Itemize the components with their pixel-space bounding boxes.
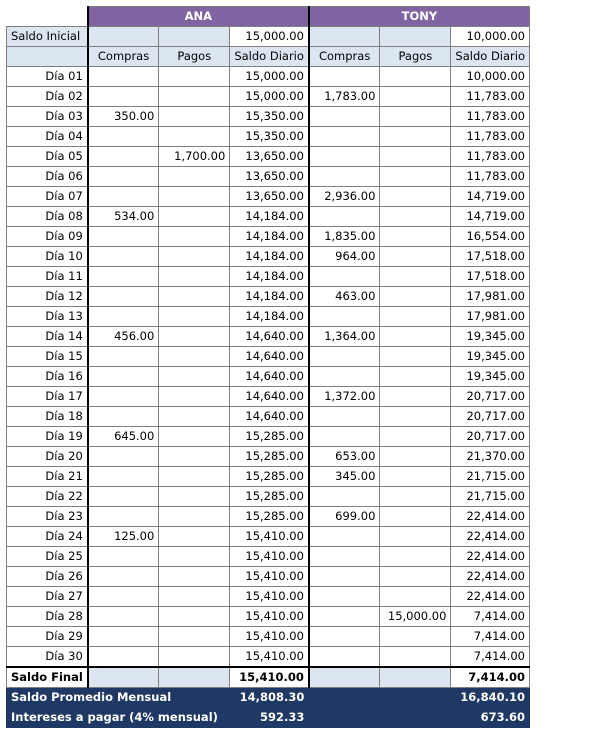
- tony-saldo-diario: 21,370.00: [451, 447, 530, 467]
- tony-compras: [309, 547, 380, 567]
- tony-pagos: 15,000.00: [380, 607, 451, 627]
- intereses-row: [7, 708, 530, 728]
- ana-saldo-diario: 15,350.00: [230, 127, 309, 147]
- table-row: [7, 567, 530, 587]
- tony-compras: [309, 347, 380, 367]
- ana-compras: 350.00: [88, 107, 159, 127]
- ana-compras: [88, 267, 159, 287]
- tony-compras: [309, 127, 380, 147]
- day-label: Día 19: [7, 427, 88, 447]
- tony-saldo-diario: 11,783.00: [451, 127, 530, 147]
- table-row: [7, 147, 530, 167]
- tony-saldo-diario: 14,719.00: [451, 207, 530, 227]
- day-label: Día 03: [7, 107, 88, 127]
- tony-saldo-diario: 11,783.00: [451, 107, 530, 127]
- day-label: Día 05: [7, 147, 88, 167]
- table-row: [7, 347, 530, 367]
- tony-saldo-diario: 7,414.00: [451, 607, 530, 627]
- ana-pagos: [159, 507, 230, 527]
- ana-saldo-diario: 14,640.00: [230, 407, 309, 427]
- tony-saldo-diario: 17,981.00: [451, 287, 530, 307]
- tony-pagos: [380, 447, 451, 467]
- table-row: [7, 447, 530, 467]
- cell: [309, 667, 380, 688]
- ana-pagos: [159, 647, 230, 668]
- group-header-tony: TONY: [309, 7, 530, 27]
- ana-pagos: [159, 567, 230, 587]
- tony-compras: [309, 587, 380, 607]
- day-label: Día 04: [7, 127, 88, 147]
- tony-saldo-diario: 22,414.00: [451, 507, 530, 527]
- promedio-row: [7, 688, 530, 708]
- ana-compras: [88, 247, 159, 267]
- tony-saldo-diario: 22,414.00: [451, 547, 530, 567]
- ana-compras: [88, 367, 159, 387]
- intereses-label: Intereses a pagar (4% mensual): [7, 708, 230, 728]
- ana-saldo-diario: 14,184.00: [230, 227, 309, 247]
- tony-pagos: [380, 527, 451, 547]
- balance-sheet-table: [6, 6, 530, 728]
- ana-saldo-diario: 14,640.00: [230, 367, 309, 387]
- ana-compras: [88, 507, 159, 527]
- tony-pagos: [380, 567, 451, 587]
- tony-saldo-diario: 11,783.00: [451, 147, 530, 167]
- day-label: Día 20: [7, 447, 88, 467]
- tony-saldo-diario: 20,717.00: [451, 427, 530, 447]
- tony-pagos: [380, 187, 451, 207]
- ana-saldo-diario: 15,410.00: [230, 647, 309, 668]
- ana-saldo-diario: 15,350.00: [230, 107, 309, 127]
- day-label: Día 30: [7, 647, 88, 668]
- ana-pagos: [159, 427, 230, 447]
- tony-compras: [309, 487, 380, 507]
- col-header-ana-compras: Compras: [88, 47, 159, 67]
- ana-pagos: [159, 467, 230, 487]
- tony-saldo-diario: 11,783.00: [451, 87, 530, 107]
- tony-pagos: [380, 247, 451, 267]
- cell: [380, 667, 451, 688]
- tony-compras: [309, 567, 380, 587]
- day-label: Día 27: [7, 587, 88, 607]
- cell: [159, 667, 230, 688]
- tony-compras: [309, 207, 380, 227]
- table-row: [7, 407, 530, 427]
- tony-pagos: [380, 587, 451, 607]
- tony-pagos: [380, 107, 451, 127]
- ana-pagos: [159, 247, 230, 267]
- table-row: [7, 547, 530, 567]
- ana-pagos: [159, 287, 230, 307]
- ana-compras: [88, 347, 159, 367]
- ana-pagos: [159, 387, 230, 407]
- tony-saldo-diario: 7,414.00: [451, 627, 530, 647]
- tony-saldo-diario: 19,345.00: [451, 327, 530, 347]
- saldo-final-row: [7, 667, 530, 688]
- saldo-final-label: Saldo Final: [7, 667, 88, 688]
- col-header-tony-pagos: Pagos: [380, 47, 451, 67]
- tony-saldo-diario: 16,554.00: [451, 227, 530, 247]
- tony-compras: [309, 527, 380, 547]
- ana-saldo-diario: 15,285.00: [230, 427, 309, 447]
- tony-compras: [309, 647, 380, 668]
- tony-compras: [309, 427, 380, 447]
- day-label: Día 29: [7, 627, 88, 647]
- ana-compras: [88, 467, 159, 487]
- ana-saldo-diario: 15,000.00: [230, 67, 309, 87]
- tony-compras: 699.00: [309, 507, 380, 527]
- tony-saldo-diario: 7,414.00: [451, 647, 530, 668]
- ana-compras: 534.00: [88, 207, 159, 227]
- tony-pagos: [380, 207, 451, 227]
- ana-compras: 456.00: [88, 327, 159, 347]
- cell: [7, 47, 88, 67]
- tony-compras: 1,372.00: [309, 387, 380, 407]
- ana-compras: [88, 587, 159, 607]
- table-row: [7, 607, 530, 627]
- day-label: Día 24: [7, 527, 88, 547]
- ana-compras: [88, 127, 159, 147]
- ana-compras: [88, 287, 159, 307]
- ana-saldo-diario: 15,410.00: [230, 527, 309, 547]
- tony-compras: 964.00: [309, 247, 380, 267]
- ana-compras: [88, 227, 159, 247]
- ana-compras: [88, 607, 159, 627]
- tony-compras: [309, 367, 380, 387]
- tony-saldo-diario: 17,518.00: [451, 247, 530, 267]
- tony-pagos: [380, 467, 451, 487]
- day-label: Día 22: [7, 487, 88, 507]
- saldo-final-tony: 7,414.00: [451, 667, 530, 688]
- ana-saldo-diario: 15,410.00: [230, 567, 309, 587]
- tony-pagos: [380, 647, 451, 668]
- table-row: [7, 647, 530, 668]
- table-row: [7, 267, 530, 287]
- tony-saldo-diario: 20,717.00: [451, 387, 530, 407]
- saldo-final-ana: 15,410.00: [230, 667, 309, 688]
- table-row: [7, 127, 530, 147]
- ana-pagos: [159, 447, 230, 467]
- tony-compras: [309, 67, 380, 87]
- tony-pagos: [380, 387, 451, 407]
- cell: [380, 27, 451, 47]
- table-row: [7, 487, 530, 507]
- day-label: Día 02: [7, 87, 88, 107]
- table-row: [7, 627, 530, 647]
- group-header-ana: ANA: [88, 7, 309, 27]
- ana-saldo-diario: 14,184.00: [230, 207, 309, 227]
- promedio-label: Saldo Promedio Mensual: [7, 688, 230, 708]
- table-row: [7, 107, 530, 127]
- tony-pagos: [380, 487, 451, 507]
- tony-saldo-diario: 20,717.00: [451, 407, 530, 427]
- tony-compras: 2,936.00: [309, 187, 380, 207]
- table-row: [7, 187, 530, 207]
- table-row: [7, 167, 530, 187]
- ana-pagos: [159, 207, 230, 227]
- ana-saldo-diario: 15,285.00: [230, 487, 309, 507]
- ana-compras: [88, 387, 159, 407]
- ana-saldo-diario: 13,650.00: [230, 187, 309, 207]
- ana-pagos: [159, 407, 230, 427]
- ana-saldo-diario: 15,410.00: [230, 607, 309, 627]
- ana-compras: [88, 407, 159, 427]
- ana-saldo-diario: 14,640.00: [230, 347, 309, 367]
- tony-pagos: [380, 87, 451, 107]
- tony-saldo-diario: 14,719.00: [451, 187, 530, 207]
- ana-pagos: [159, 627, 230, 647]
- tony-pagos: [380, 547, 451, 567]
- intereses-tony: 673.60: [451, 708, 530, 728]
- day-label: Día 10: [7, 247, 88, 267]
- ana-pagos: [159, 267, 230, 287]
- tony-compras: 1,835.00: [309, 227, 380, 247]
- day-label: Día 14: [7, 327, 88, 347]
- day-label: Día 16: [7, 367, 88, 387]
- ana-pagos: [159, 367, 230, 387]
- ana-pagos: [159, 607, 230, 627]
- tony-pagos: [380, 267, 451, 287]
- ana-pagos: [159, 167, 230, 187]
- cell: [88, 27, 159, 47]
- tony-saldo-diario: 19,345.00: [451, 367, 530, 387]
- ana-compras: [88, 67, 159, 87]
- ana-saldo-diario: 15,410.00: [230, 547, 309, 567]
- ana-saldo-diario: 14,184.00: [230, 307, 309, 327]
- tony-saldo-diario: 22,414.00: [451, 567, 530, 587]
- tony-compras: [309, 167, 380, 187]
- tony-pagos: [380, 127, 451, 147]
- tony-pagos: [380, 367, 451, 387]
- ana-saldo-diario: 15,410.00: [230, 627, 309, 647]
- table-row: [7, 507, 530, 527]
- day-label: Día 09: [7, 227, 88, 247]
- tony-compras: [309, 147, 380, 167]
- tony-compras: [309, 107, 380, 127]
- ana-pagos: [159, 547, 230, 567]
- tony-compras: [309, 607, 380, 627]
- table-row: [7, 587, 530, 607]
- day-label: Día 12: [7, 287, 88, 307]
- ana-saldo-diario: 14,640.00: [230, 327, 309, 347]
- ana-pagos: [159, 527, 230, 547]
- ana-saldo-diario: 14,184.00: [230, 287, 309, 307]
- ana-compras: 645.00: [88, 427, 159, 447]
- ana-saldo-diario: 14,640.00: [230, 387, 309, 407]
- saldo-inicial-ana: 15,000.00: [230, 27, 309, 47]
- day-label: Día 25: [7, 547, 88, 567]
- cell: [88, 667, 159, 688]
- tony-compras: 463.00: [309, 287, 380, 307]
- table-row: [7, 247, 530, 267]
- ana-compras: 125.00: [88, 527, 159, 547]
- ana-compras: [88, 187, 159, 207]
- cell: [159, 27, 230, 47]
- tony-saldo-diario: 19,345.00: [451, 347, 530, 367]
- ana-pagos: [159, 67, 230, 87]
- ana-compras: [88, 447, 159, 467]
- tony-compras: [309, 267, 380, 287]
- ana-compras: [88, 487, 159, 507]
- col-header-ana-saldo-diario: Saldo Diario: [230, 47, 309, 67]
- tony-pagos: [380, 627, 451, 647]
- ana-saldo-diario: 15,285.00: [230, 507, 309, 527]
- tony-pagos: [380, 227, 451, 247]
- group-header-row: [7, 7, 530, 27]
- ana-compras: [88, 307, 159, 327]
- day-label: Día 13: [7, 307, 88, 327]
- cell: [309, 688, 451, 708]
- tony-saldo-diario: 17,981.00: [451, 307, 530, 327]
- day-label: Día 26: [7, 567, 88, 587]
- ana-pagos: [159, 347, 230, 367]
- saldo-inicial-row: [7, 27, 530, 47]
- ana-compras: [88, 627, 159, 647]
- ana-pagos: 1,700.00: [159, 147, 230, 167]
- tony-pagos: [380, 427, 451, 447]
- ana-compras: [88, 547, 159, 567]
- ana-saldo-diario: 15,410.00: [230, 587, 309, 607]
- tony-compras: [309, 627, 380, 647]
- tony-pagos: [380, 347, 451, 367]
- table-row: [7, 87, 530, 107]
- day-label: Día 17: [7, 387, 88, 407]
- ana-compras: [88, 167, 159, 187]
- tony-compras: [309, 407, 380, 427]
- tony-compras: 653.00: [309, 447, 380, 467]
- cell: [309, 708, 451, 728]
- intereses-ana: 592.33: [230, 708, 309, 728]
- ana-compras: [88, 567, 159, 587]
- saldo-inicial-tony: 10,000.00: [451, 27, 530, 47]
- ana-pagos: [159, 187, 230, 207]
- day-label: Día 23: [7, 507, 88, 527]
- ana-pagos: [159, 307, 230, 327]
- day-label: Día 21: [7, 467, 88, 487]
- tony-saldo-diario: 22,414.00: [451, 587, 530, 607]
- ana-pagos: [159, 87, 230, 107]
- tony-compras: 1,364.00: [309, 327, 380, 347]
- table-row: [7, 307, 530, 327]
- saldo-inicial-label: Saldo Inicial: [7, 27, 88, 47]
- ana-pagos: [159, 587, 230, 607]
- column-header-row: [7, 47, 530, 67]
- ana-saldo-diario: 14,184.00: [230, 267, 309, 287]
- promedio-ana: 14,808.30: [230, 688, 309, 708]
- table-row: [7, 287, 530, 307]
- table-row: [7, 67, 530, 87]
- ana-compras: [88, 147, 159, 167]
- ana-compras: [88, 647, 159, 668]
- col-header-ana-pagos: Pagos: [159, 47, 230, 67]
- ana-pagos: [159, 327, 230, 347]
- ana-compras: [88, 87, 159, 107]
- ana-pagos: [159, 127, 230, 147]
- col-header-tony-saldo-diario: Saldo Diario: [451, 47, 530, 67]
- ana-pagos: [159, 487, 230, 507]
- ana-saldo-diario: 13,650.00: [230, 167, 309, 187]
- tony-compras: 345.00: [309, 467, 380, 487]
- ana-saldo-diario: 14,184.00: [230, 247, 309, 267]
- day-label: Día 07: [7, 187, 88, 207]
- day-label: Día 01: [7, 67, 88, 87]
- table-row: [7, 227, 530, 247]
- day-label: Día 18: [7, 407, 88, 427]
- table-row: [7, 527, 530, 547]
- table-row: [7, 327, 530, 347]
- day-label: Día 11: [7, 267, 88, 287]
- tony-saldo-diario: 17,518.00: [451, 267, 530, 287]
- day-label: Día 06: [7, 167, 88, 187]
- tony-saldo-diario: 21,715.00: [451, 487, 530, 507]
- tony-pagos: [380, 307, 451, 327]
- table-row: [7, 367, 530, 387]
- day-label: Día 08: [7, 207, 88, 227]
- day-label: Día 28: [7, 607, 88, 627]
- col-header-tony-compras: Compras: [309, 47, 380, 67]
- tony-pagos: [380, 147, 451, 167]
- tony-saldo-diario: 11,783.00: [451, 167, 530, 187]
- ana-pagos: [159, 107, 230, 127]
- ana-saldo-diario: 13,650.00: [230, 147, 309, 167]
- tony-pagos: [380, 67, 451, 87]
- table-row: [7, 427, 530, 447]
- ana-saldo-diario: 15,285.00: [230, 447, 309, 467]
- ana-saldo-diario: 15,000.00: [230, 87, 309, 107]
- tony-compras: [309, 307, 380, 327]
- table-row: [7, 467, 530, 487]
- corner-cell: [7, 7, 88, 27]
- tony-saldo-diario: 21,715.00: [451, 467, 530, 487]
- cell: [309, 27, 380, 47]
- day-label: Día 15: [7, 347, 88, 367]
- tony-compras: 1,783.00: [309, 87, 380, 107]
- tony-pagos: [380, 327, 451, 347]
- promedio-tony: 16,840.10: [451, 688, 530, 708]
- tony-pagos: [380, 407, 451, 427]
- tony-pagos: [380, 507, 451, 527]
- table-row: [7, 207, 530, 227]
- tony-saldo-diario: 22,414.00: [451, 527, 530, 547]
- tony-saldo-diario: 10,000.00: [451, 67, 530, 87]
- tony-pagos: [380, 167, 451, 187]
- ana-pagos: [159, 227, 230, 247]
- table-row: [7, 387, 530, 407]
- tony-pagos: [380, 287, 451, 307]
- ana-saldo-diario: 15,285.00: [230, 467, 309, 487]
